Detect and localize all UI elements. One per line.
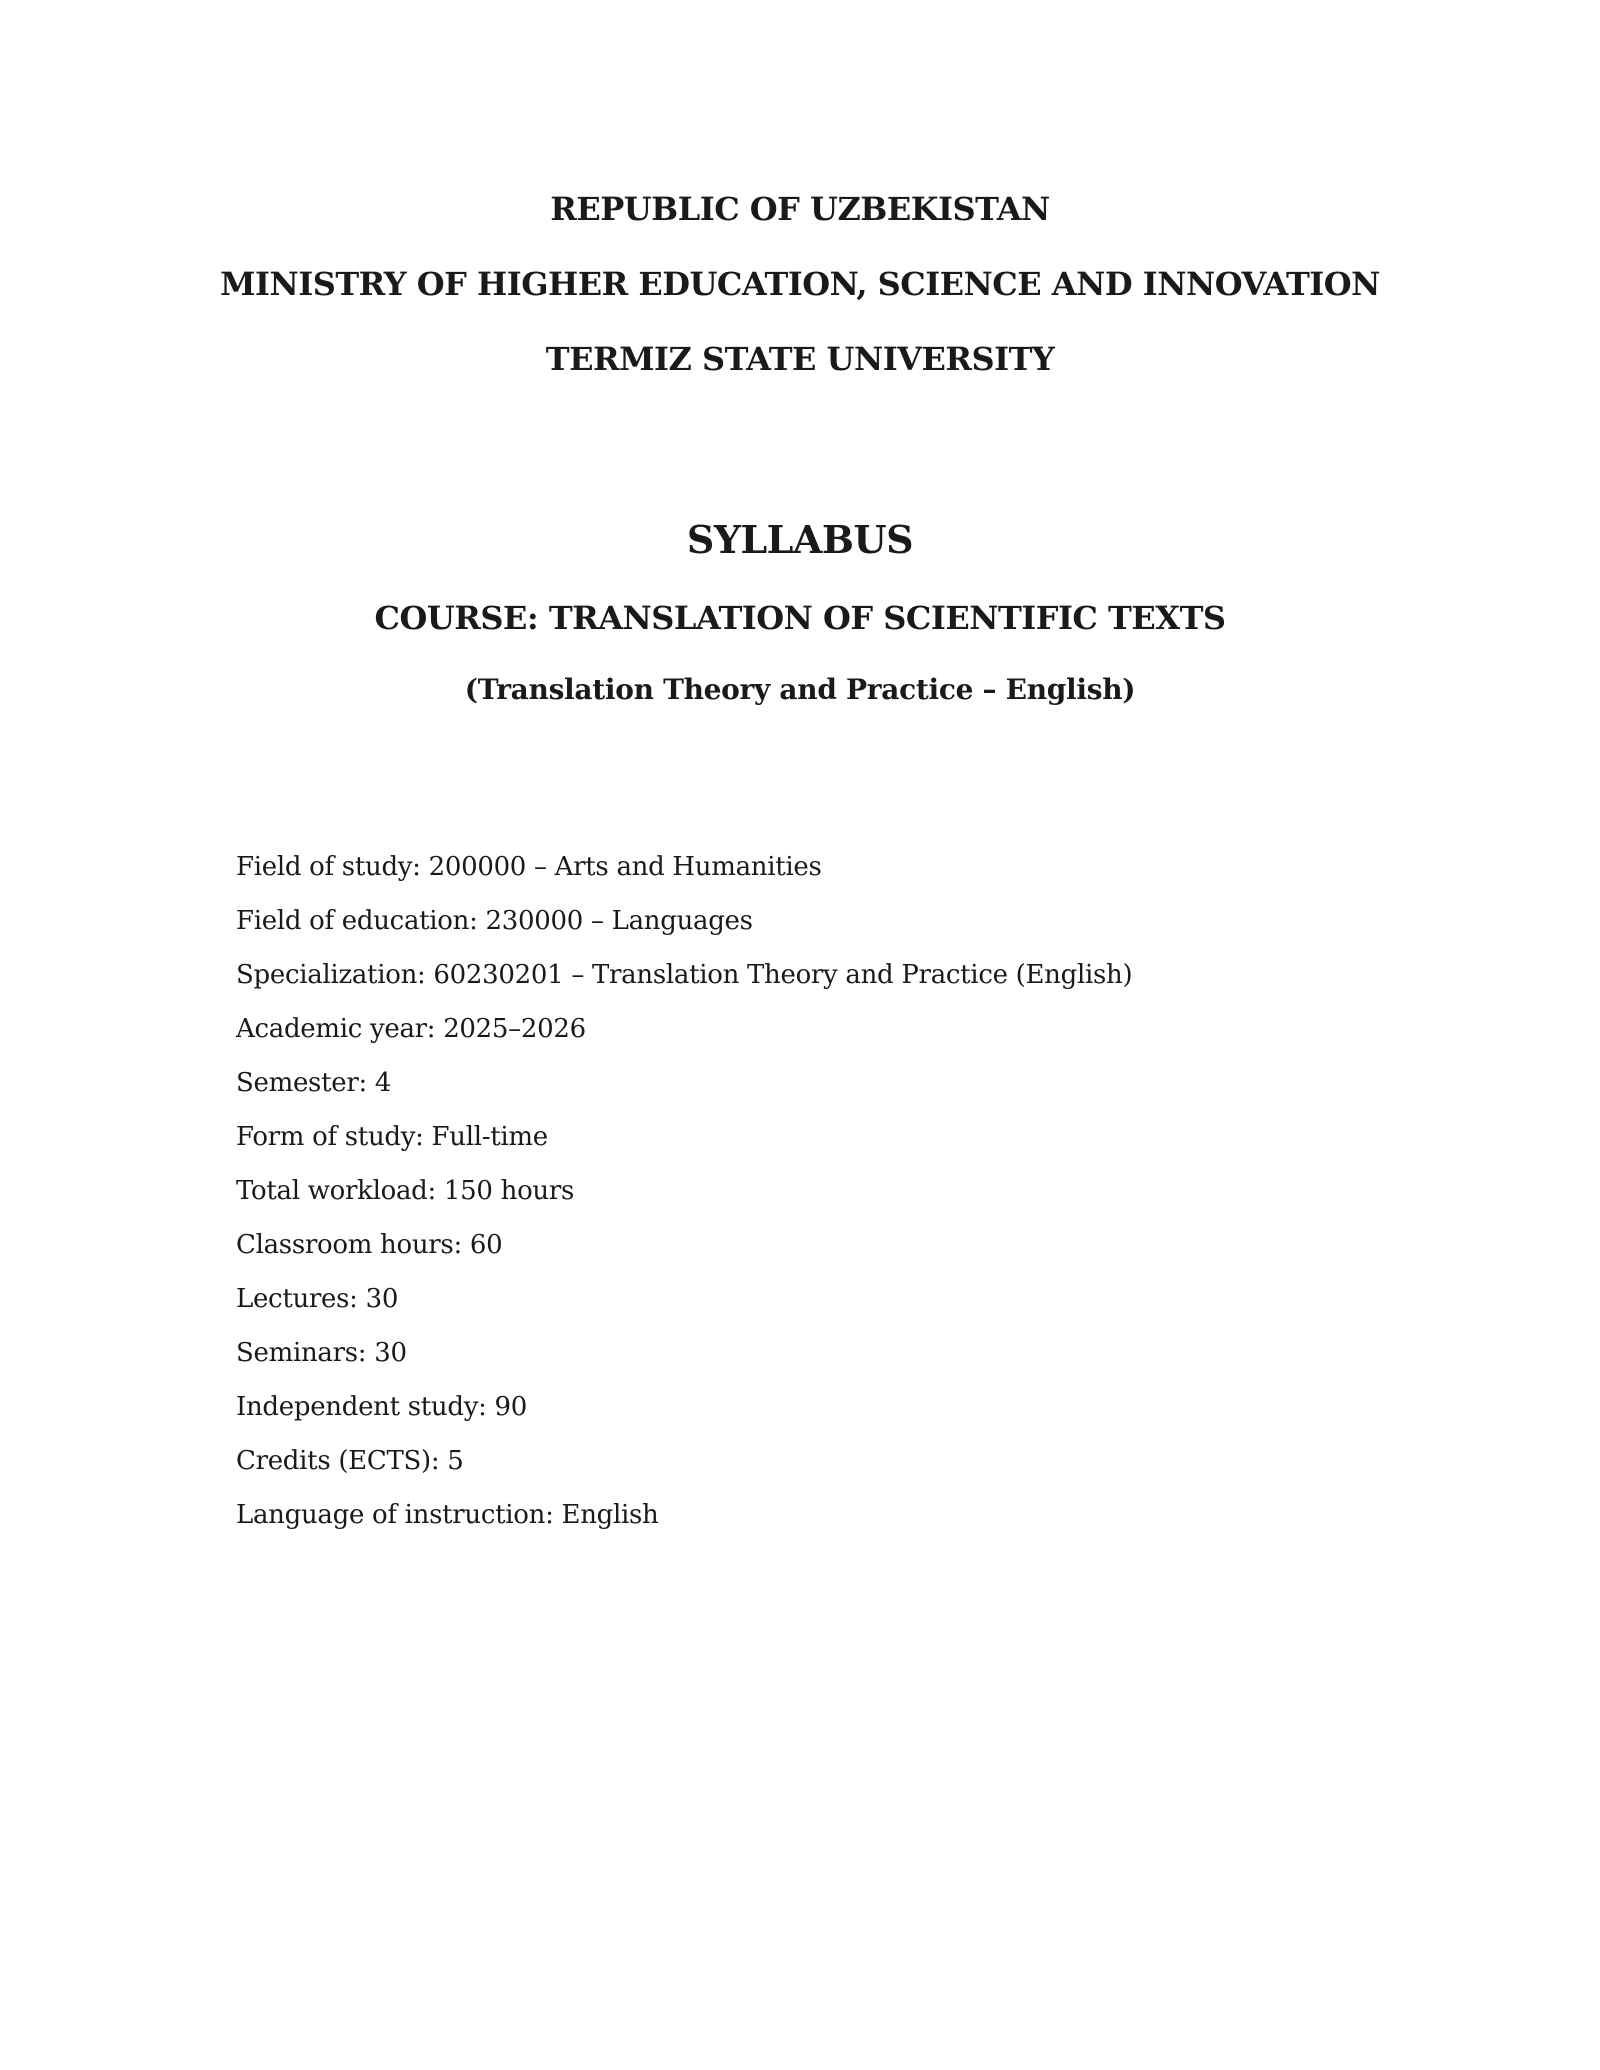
- detail-classroom-hours: Classroom hours: 60: [236, 1230, 503, 1260]
- country-heading: REPUBLIC OF UZBEKISTAN: [550, 190, 1050, 228]
- detail-specialization: Specialization: 60230201 – Translation Theory and Practice (English): [236, 960, 1133, 990]
- detail-seminars: Seminars: 30: [236, 1338, 407, 1368]
- detail-field-of-study: Field of study: 200000 – Arts and Humanities: [236, 852, 822, 882]
- course-subtitle: (Translation Theory and Practice – English): [464, 673, 1136, 706]
- detail-independent-study: Independent study: 90: [236, 1392, 527, 1422]
- document-title: SYLLABUS: [686, 517, 914, 562]
- university-heading: TERMIZ STATE UNIVERSITY: [545, 340, 1055, 378]
- course-title: COURSE: TRANSLATION OF SCIENTIFIC TEXTS: [374, 599, 1226, 637]
- ministry-heading: MINISTRY OF HIGHER EDUCATION, SCIENCE AND INNOVATION: [220, 265, 1380, 303]
- detail-lectures: Lectures: 30: [236, 1284, 399, 1314]
- detail-credits: Credits (ECTS): 5: [236, 1446, 464, 1476]
- detail-academic-year: Academic year: 2025–2026: [236, 1014, 586, 1044]
- detail-form-of-study: Form of study: Full-time: [236, 1122, 548, 1152]
- detail-semester: Semester: 4: [236, 1068, 392, 1098]
- detail-field-of-education: Field of education: 230000 – Languages: [236, 906, 753, 936]
- course-details-list: [236, 840, 1436, 1542]
- detail-total-workload: Total workload: 150 hours: [236, 1176, 575, 1206]
- detail-language: Language of instruction: English: [236, 1500, 659, 1530]
